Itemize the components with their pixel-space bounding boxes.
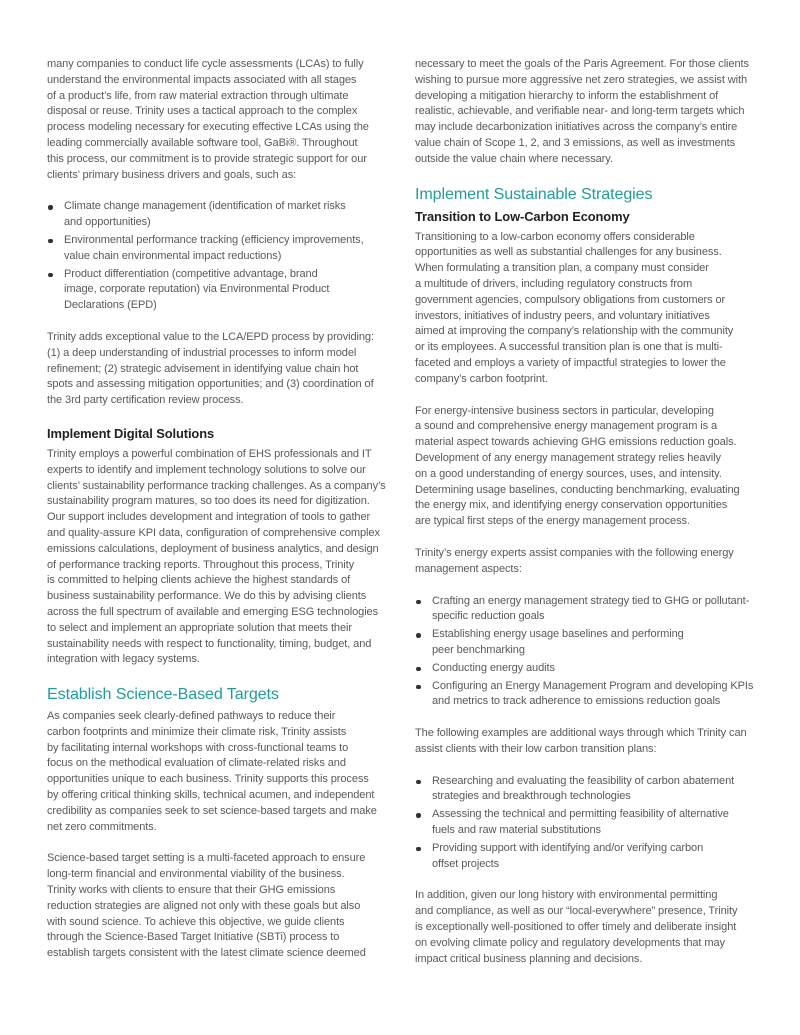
text-line: the energy mix, and identifying energy conservation opportunities [415,499,728,512]
text-line: on a good understanding of energy sources, uses, and intensity. [415,467,722,480]
text-line: Our support includes development and integration of tools to gather [47,511,371,524]
text-line: with sound science. To achieve this objective, we guide clients [47,915,345,928]
bullet-text-line: specific reduction goals [432,610,545,623]
text-line: In addition, given our long history with environmental permitting [415,889,718,902]
text-line: The following examples are additional ways through which Trinity can [415,727,747,740]
text-line: process modeling necessary for executing effective LCAs using the [47,121,369,134]
transition-paragraph [415,230,755,388]
bullet-item [415,807,755,839]
bullet-text-line: and opportunities) [64,216,151,229]
bullet-text-line: Climate change management (identification of market risks [64,200,346,213]
bullet-text-line: Declarations (EPD) [64,299,157,312]
text-line: reduction strategies are aligned not only with these goals but also [47,899,361,912]
text-line: long-term financial and environmental viability of the business. [47,868,345,881]
text-line: investors, initiatives of industry peers, and voluntary initiatives [415,309,710,322]
text-line: of a product’s life, from raw material extraction through ultimate [47,89,349,102]
science-targets-paragraph-1 [47,709,385,835]
text-line: opportunities as well as substantial challenges for any business. [415,246,722,259]
text-line: Transitioning to a low-carbon economy offers considerable [415,230,695,243]
text-line: focus on the methodical evaluation of climate-related risks and [47,757,346,770]
text-line: the 3rd party certification review process. [47,394,244,407]
bullet-text-line: strategies and breakthrough technologies [432,790,631,803]
text-line: company’s carbon footprint. [415,372,548,385]
lca-goals-list [47,199,385,314]
sustainable-strategies-heading: Implement Sustainable Strategies [415,184,653,203]
text-line: many companies to conduct life cycle assessments (LCAs) to fully [47,58,364,70]
intro-paragraph [47,57,385,183]
transition-examples-list [415,774,755,873]
examples-paragraph [415,726,755,758]
text-line: developing a mitigation hierarchy to inform the establishment of [415,89,719,102]
bullet-text-line: Crafting an energy management strategy tied to GHG or pollutant- [432,594,750,607]
digital-solutions-paragraph [47,447,385,668]
text-line: is committed to helping clients achieve the highest standards of [47,574,351,587]
energy-aspects-list [415,594,755,711]
text-line: is exceptionally well-positioned to offer timely and deliberate insight [415,921,737,934]
text-line: necessary to meet the goals of the Paris Agreement. For those clients [415,58,749,70]
bullet-text-line: value chain environmental impact reductions) [64,249,282,262]
text-line: a multitude of drivers, including regulatory constructs from [415,277,693,290]
text-line: understand the environmental impacts associated with all stages [47,73,357,86]
energy-experts-paragraph [415,546,755,578]
text-line: refinement; (2) strategic advisement in identifying value chain hot [47,362,359,375]
text-line: Development of any energy management strategy relies heavily [415,451,721,464]
text-line: Trinity adds exceptional value to the LCA/EPD process by providing: [47,330,374,343]
text-line: by offering critical thinking skills, technical acumen, and independent [47,789,375,802]
text-line: a sound and comprehensive energy management program is a [415,420,718,433]
text-line: When formulating a transition plan, a company must consider [415,262,709,275]
left-column [47,57,385,978]
text-line: through the Science-Based Target Initiative (SBTi) process to [47,931,340,944]
bullet-text-line: Researching and evaluating the feasibility of carbon abatement [432,774,735,787]
science-targets-heading: Establish Science-Based Targets [47,685,279,704]
text-line: government agencies, compulsory obligations from customers or [415,293,726,306]
bullet-text-line: Product differentiation (competitive advantage, brand [64,267,318,280]
text-line: of performance tracking reports. Throughout this process, Trinity [47,558,355,571]
bullet-item [415,679,755,711]
bullet-item [415,627,755,659]
text-line: spots and assessing mitigation opportunities; and (3) coordination of [47,378,374,391]
text-line: sustainability needs with respect to functionality, timing, budget, and [47,637,372,650]
text-line: net zero commitments. [47,820,157,833]
low-carbon-transition-heading: Transition to Low-Carbon Economy [415,208,630,224]
text-line: Trinity works with clients to ensure that their GHG emissions [47,884,336,897]
text-line: establish targets consistent with the latest climate science deemed [47,947,366,960]
text-line: aimed at improving the company’s relationship with the community [415,325,734,338]
text-line: Trinity’s energy experts assist companies with the following energy [415,546,734,559]
text-line: sustainability program matures, so too does its need for digitization. [47,495,370,508]
text-line: by facilitating internal workshops with cross-functional teams to [47,741,349,754]
text-line: opportunities unique to each business. Trinity supports this process [47,773,369,786]
text-line: Determining usage baselines, conducting benchmarking, evaluating [415,483,740,496]
text-line: outside the value chain where necessary. [415,152,613,165]
bullet-item [415,774,755,806]
closing-paragraph [415,888,755,967]
right-column [415,57,755,983]
digital-solutions-heading: Implement Digital Solutions [47,425,215,441]
text-line: integration with legacy systems. [47,653,200,666]
lca-value-paragraph [47,330,385,409]
text-line: experts to identify and implement technology solutions to solve our [47,463,366,476]
text-line: may include decarbonization initiatives across the company’s entire [415,121,738,134]
text-line: Trinity employs a powerful combination of EHS professionals and IT [47,447,372,460]
text-line: impact critical business planning and decisions. [415,952,643,965]
bullet-text-line: Assessing the technical and permitting feasibility of alternative [432,808,729,821]
science-targets-paragraph-2 [47,851,385,962]
bullet-text-line: Configuring an Energy Management Program and developing KPIs [432,679,754,692]
text-line: As companies seek clearly-defined pathways to reduce their [47,710,336,723]
text-line: realistic, achievable, and verifiable near- and long-term targets which [415,105,745,118]
bullet-text-line: fuels and raw material substitutions [432,824,601,837]
energy-management-paragraph [415,404,755,530]
text-line: this process, our commitment is to provide strategic support for our [47,152,367,165]
text-line: leading commercially available software tool, GaBi®. Throughout [47,136,358,149]
bullet-item [47,233,385,265]
text-line: management aspects: [415,562,522,575]
bullet-text-line: Conducting energy audits [432,661,555,674]
text-line: assist clients with their low carbon transition plans: [415,742,657,755]
text-line: and compliance, as well as our “local-everywhere” presence, Trinity [415,905,738,918]
text-line: on evolving climate policy and regulatory developments that may [415,936,725,949]
text-line: material aspect towards achieving GHG emissions reduction goals. [415,436,737,449]
text-line: emissions calculations, deployment of business analytics, and design [47,542,379,555]
text-line: across the full spectrum of available and emerging ESG technologies [47,605,379,618]
text-line: clients’ primary business drivers and goals, such as: [47,168,297,181]
bullet-text-line: Establishing energy usage baselines and performing [432,628,684,641]
bullet-text-line: Environmental performance tracking (efficiency improvements, [64,233,364,246]
bullet-text-line: offset projects [432,857,500,870]
text-line: Science-based target setting is a multi-faceted approach to ensure [47,852,366,865]
bullet-text-line: peer benchmarking [432,643,525,656]
bullet-text-line: and metrics to track adherence to emissions reduction goals [432,695,721,708]
text-line: to select and implement an appropriate solution that meets their [47,621,352,634]
text-line: (1) a deep understanding of industrial processes to inform model [47,346,357,359]
text-line: disposal or reuse. Trinity uses a tactical approach to the complex [47,105,358,118]
text-line: and quality-assure KPI data, configuration of comprehensive complex [47,526,380,539]
text-line: For energy-intensive business sectors in particular, developing [415,404,714,417]
bullet-item [47,267,385,314]
text-line: are typical first steps of the energy management process. [415,515,690,528]
bullet-item [415,841,755,873]
text-line: business sustainability performance. We do this by advising clients [47,590,367,603]
bullet-text-line: image, corporate reputation) via Environmental Product [64,283,330,296]
bullet-item [415,594,755,626]
text-line: credibility as companies seek to set science-based targets and make [47,804,377,817]
text-line: faceted and employs a variety of impactful strategies to lower the [415,356,726,369]
text-line: carbon footprints and minimize their climate risk, Trinity assists [47,725,347,738]
text-line: clients’ sustainability performance tracking challenges. As a company’s [47,479,386,492]
text-line: or its employees. A successful transition plan is one that is multi- [415,341,723,354]
bullet-item [47,199,385,231]
bullet-text-line: Providing support with identifying and/or verifying carbon [432,841,704,854]
bullet-item [415,661,755,677]
paris-agreement-paragraph [415,57,755,168]
text-line: wishing to pursue more aggressive net zero strategies, we assist with [415,73,748,86]
text-line: value chain of Scope 1, 2, and 3 emissions, as well as investments [415,136,736,149]
